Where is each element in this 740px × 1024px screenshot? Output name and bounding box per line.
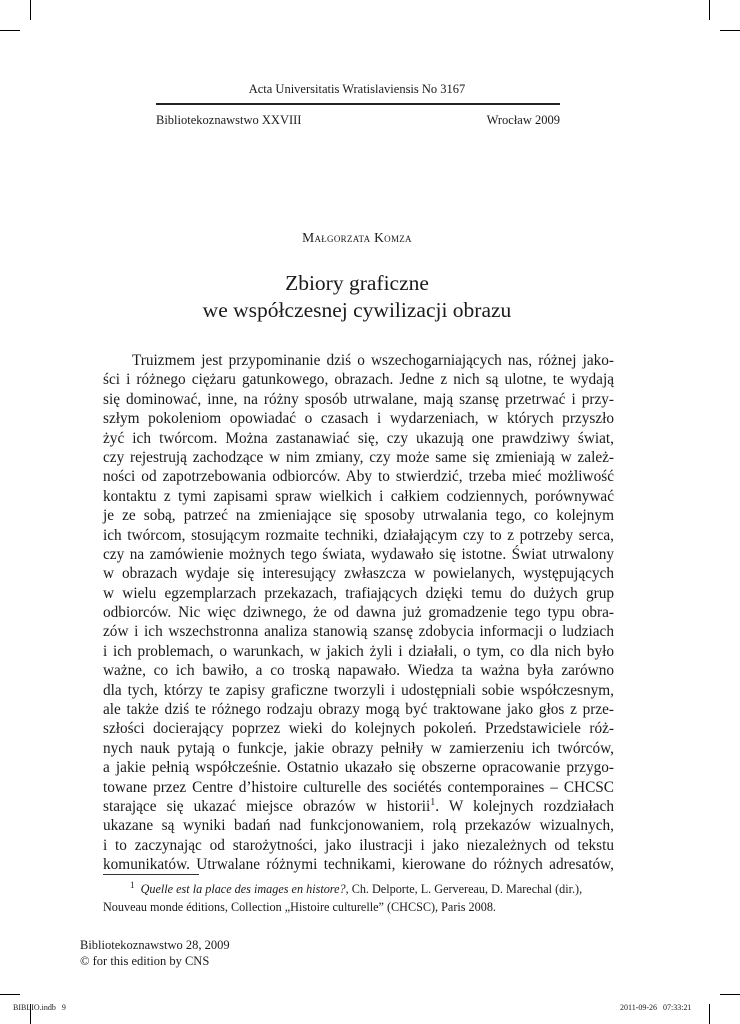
series-name: Bibliotekoznawstwo XXVIII xyxy=(156,113,302,127)
article-title xyxy=(0,270,714,324)
body-line: Truizmem jest przypominanie dziś o wszechogarniających nas, różnej jako- xyxy=(132,352,614,369)
body-line: żyć ich twórcom. Można zastanawiać się, czy ukazują one prawdziwy świat, xyxy=(103,429,614,447)
crop-mark xyxy=(720,30,740,31)
body-text xyxy=(103,351,614,875)
crop-mark xyxy=(709,0,710,20)
body-line: ności od zapotrzebowania odbiorców. Aby to stwierdzić, trzeba mieć możliwość xyxy=(103,468,614,486)
body-text-segment: starające się ukazać miejsce obrazów w historii xyxy=(103,797,431,815)
footnote-text: , Ch. Delporte, L. Gervereau, D. Marechal (dir.), xyxy=(345,882,583,897)
body-line: ich twórcom, stosującym rozmaite techniki, działającym czy to z potrzeby serca, xyxy=(103,526,614,544)
title-line: Zbiory graficzne xyxy=(285,271,429,295)
title-line: we współczesnej cywilizacji obrazu xyxy=(202,298,512,322)
body-line: dla tych, którzy te zapisy graficzne tworzyli i udostępniali sobie współczesnym, xyxy=(103,681,614,699)
body-line: towane przez Centre d’histoire culturelle des sociétés contemporaines – CHCSC xyxy=(103,778,614,796)
footnote-line xyxy=(103,877,618,899)
body-line: szłym pokoleniom opowiadać o czasach i wydarzeniach, w których przyszło xyxy=(103,410,614,428)
body-line: w obrazach wydaje się interesujący zwłaszcza w powielanych, występujących xyxy=(103,565,614,583)
place-year: Wrocław 2009 xyxy=(486,113,560,127)
body-line: ukazane są wyniki badań nad funkcjonowaniem, rolą przekazów wizualnych, xyxy=(103,817,614,835)
author-name: Małgorzata Komza xyxy=(302,230,412,245)
journal-title: Acta Universitatis Wratislaviensis No 3167 xyxy=(248,82,466,96)
body-line: czy rejestrują zachodzące w nim zmiany, czy może same się zmieniają w zależ- xyxy=(103,448,614,466)
printer-file-slug: BIBLIO.indb 9 xyxy=(13,1003,66,1012)
body-line: i to zaczynając od starożytności, jako ilustracji i jako niezależnych od tekstu xyxy=(103,836,614,854)
body-line xyxy=(103,797,614,816)
header-rule xyxy=(156,103,560,105)
footnote-reference[interactable]: 1 xyxy=(430,796,436,808)
body-line: czy na zamówienie możnych tego świata, wydawało się istotne. Świat utrwalony xyxy=(103,545,614,563)
body-line: ści i różnego ciężaru gatunkowego, obrazach. Jedne z nich są ulotne, te wydają xyxy=(103,371,614,389)
body-line: ale także dziś te różnego rodzaju obrazy mogą być traktowane jako głos z prze- xyxy=(103,701,614,719)
page-footer xyxy=(80,937,230,969)
crop-mark xyxy=(709,1004,710,1024)
body-line: a jakie pełnią współcześnie. Ostatnio ukazało się obszerne opracowanie przygo- xyxy=(103,759,614,777)
crop-mark xyxy=(0,30,20,31)
footnote-line: Nouveau monde éditions, Collection „Histoire culturelle” (CHCSC), Paris 2008. xyxy=(103,899,496,914)
footnote xyxy=(103,877,618,916)
body-line: odbiorców. Nic więc dziwnego, że od dawna już gromadzenie tego typu obra- xyxy=(103,604,614,622)
body-line: szłości docierający poprzez wieki do kolejnych pokoleń. Przedstawiciele róż- xyxy=(103,720,614,738)
crop-mark xyxy=(0,994,20,995)
body-line: w wielu egzemplarzach przekazach, trafiających dzięki temu do dużych grup xyxy=(103,584,614,602)
body-line: się dominować, inne, na różny sposób utrwalane, mają szansę przetrwać i przy- xyxy=(103,390,614,408)
body-line: ważne, co ich bawiło, a co troską napawało. Wiedza ta ważna była zarówno xyxy=(103,662,614,680)
printer-timestamp-slug: 2011-09-26 07:33:21 xyxy=(620,1003,692,1012)
body-line: kontaktu z tymi zapisami spraw wielkich i całkiem codziennych, porównywać xyxy=(103,487,614,505)
footnote-rule xyxy=(103,874,199,875)
footer-journal: Bibliotekoznawstwo 28, 2009 xyxy=(80,938,230,952)
crop-mark xyxy=(720,994,740,995)
body-line: zów i ich wszechstronna analiza stanowią szansę zdobycia informacji o ludziach xyxy=(103,623,614,641)
body-line: je ze sobą, patrzeć na zmieniające się sposoby utrwalania tego, co kolejnym xyxy=(103,507,614,525)
body-line: i ich problemach, o warunkach, w jakich żyli i działali, o tym, co dla nich było xyxy=(103,642,614,660)
crop-mark xyxy=(30,0,31,20)
footnote-number: 1 xyxy=(130,880,135,890)
body-line: komunikatów. Utrwalane różnymi technikami, kierowane do różnych adresatów, xyxy=(103,856,614,874)
footnote-cited-title: Quelle est la place des images en histore? xyxy=(140,882,346,897)
footer-copyright: © for this edition by CNS xyxy=(80,954,210,968)
body-line: nych nauk pytają o funkcje, jakie obrazy pełniły w zamierzeniu ich twórców, xyxy=(103,739,614,757)
body-text-segment: . W kolejnych rozdziałach xyxy=(435,797,614,815)
